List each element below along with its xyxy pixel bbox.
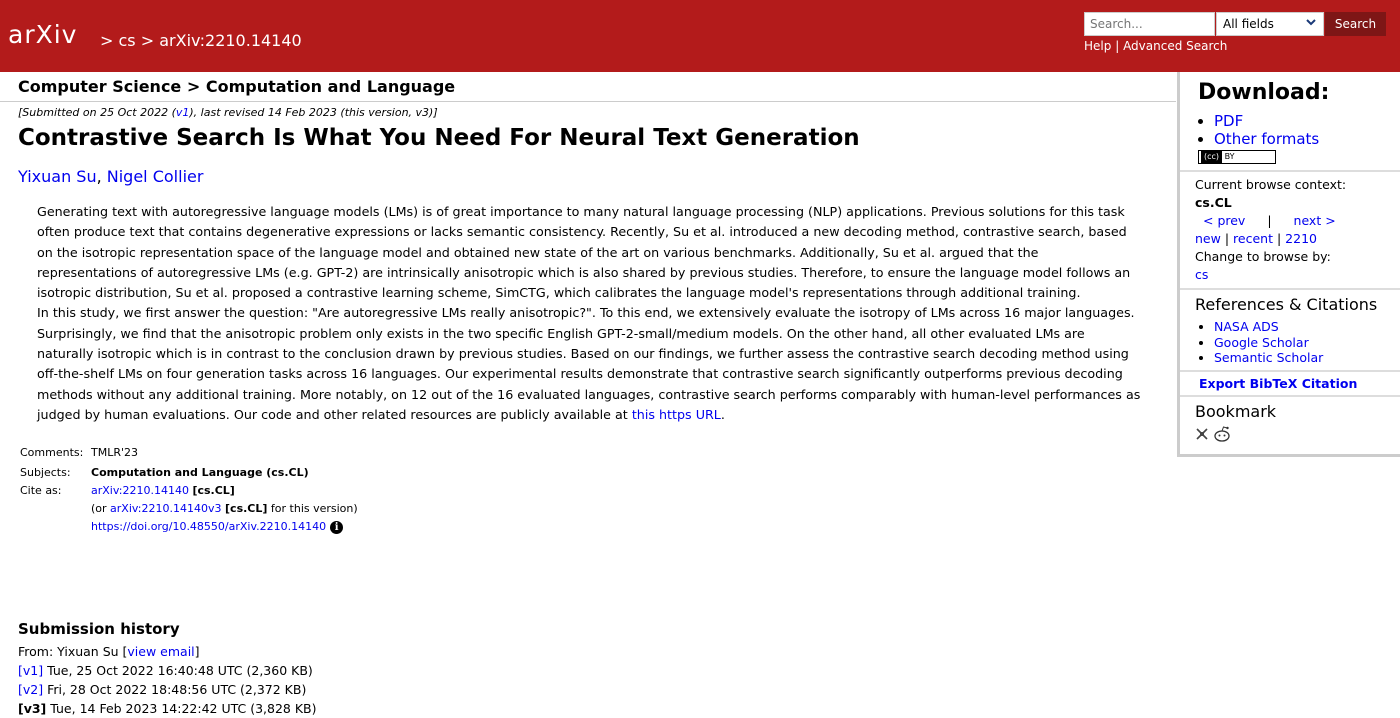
- cc-right: BY: [1224, 152, 1235, 161]
- version-current: [v3]: [18, 701, 47, 716]
- divider: [1180, 170, 1400, 172]
- breadcrumb-sep: >: [140, 31, 155, 50]
- new-link[interactable]: new: [1195, 231, 1221, 246]
- breadcrumb-cs[interactable]: cs: [118, 31, 136, 50]
- header-help-links: [1084, 39, 1227, 53]
- comments-value: TMLR'23: [91, 446, 139, 459]
- version-date: Fri, 28 Oct 2022 18:48:56 UTC (2,372 KB): [47, 682, 307, 697]
- help-sep: |: [1115, 39, 1120, 53]
- author-link[interactable]: Yixuan Su: [18, 167, 97, 186]
- from-suffix: ]: [194, 644, 200, 659]
- comments-label: Comments:: [20, 446, 84, 459]
- pdf-link[interactable]: PDF: [1214, 112, 1244, 130]
- abstract-text: In this study, we first answer the question: "Are autoregressive LMs really anisotropic?". To this end, we extensively evaluate the isotropy of LMs across 16 major languages. Surprisingly, we find that the anisotropic problem only exists in the two specific English GPT-2-small/medium models. On the other hand, all other evaluated LMs are naturally isotropic which is in contrast to the conclusion drawn by previous studies. Based on our findings, we further assess the contrastive search decoding method using off-the-shelf LMs on four generation tasks across 16 languages. Our experimental results demonstrate that contrastive search significantly outperforms previous decoding methods without any additional training. More notably, on 12 out of the 16 evaluated languages, contrastive search performs comparably with human-level performances as judged by human evaluations. Our code and other related resources are publicly available at: [37, 305, 1141, 422]
- cite-version-link[interactable]: arXiv:2210.14140v3: [110, 502, 222, 515]
- search-field-select[interactable]: [1216, 12, 1324, 36]
- history-version-row: [18, 699, 316, 718]
- abstract: [37, 202, 1142, 425]
- nasa-ads-link[interactable]: NASA ADS: [1214, 319, 1279, 334]
- reddit-icon[interactable]: [1215, 427, 1229, 441]
- search-input[interactable]: [1084, 12, 1215, 36]
- prev-link[interactable]: < prev: [1203, 213, 1246, 228]
- submitted-prefix: [Submitted on 25 Oct 2022 (: [18, 106, 176, 119]
- arxiv-logo[interactable]: arXiv: [8, 20, 78, 49]
- submission-dates: [18, 106, 438, 119]
- references-title: References & Citations: [1195, 295, 1378, 314]
- subject-heading: Computer Science > Computation and Language: [18, 77, 456, 96]
- view-email-link[interactable]: view email: [127, 644, 195, 659]
- breadcrumb-paper-id: arXiv:2210.14140: [159, 31, 302, 50]
- breadcrumb: [100, 31, 302, 50]
- breadcrumb-sep: >: [100, 31, 114, 50]
- subject-bar: [0, 72, 1176, 102]
- browse-cs-link[interactable]: cs: [1195, 267, 1209, 282]
- cc-left: (cc): [1201, 151, 1222, 163]
- browse-context: [1195, 176, 1346, 284]
- abstract-paragraph: Generating text with autoregressive language models (LMs) is of great importance to many natural language processing (NLP) applications. Previous solutions for this task often produce text that contains degenerative expressions or lacks semantic consistency. Recently, Su et al. introduced a new decoding method, contrastive search, based on the isotropic representation space of the language model and obtained new state of the art on various benchmarks. Additionally, Su et al. argued that the representations of autoregressive LMs (e.g. GPT-2) are intrinsically anisotropic which is also shared by previous studies. Therefore, to ensure the language model follows an isotropic distribution, Su et al. proposed a contrastive learning scheme, SimCTG, which calibrates the language model's representations through additional training.: [37, 204, 1131, 301]
- abstract-paragraph: [37, 303, 1142, 425]
- divider: [1180, 288, 1400, 290]
- doi-link[interactable]: https://doi.org/10.48550/arXiv.2210.14140: [91, 520, 327, 533]
- cc-license-badge[interactable]: [1198, 150, 1276, 164]
- advanced-search-link[interactable]: Advanced Search: [1123, 39, 1228, 53]
- month-link[interactable]: 2210: [1285, 231, 1317, 246]
- context-label: Current browse context:: [1195, 177, 1347, 192]
- history-version-row: [18, 680, 316, 699]
- references-list: [1200, 319, 1323, 366]
- version-link[interactable]: [v1]: [18, 663, 44, 678]
- divider: [1180, 370, 1400, 372]
- abstract-end: .: [720, 406, 725, 422]
- authors: Yixuan Su, Nigel Collier: [18, 167, 204, 186]
- cite-label: Cite as:: [20, 484, 62, 497]
- from-prefix: From: Yixuan Su [: [18, 644, 128, 659]
- nav-sep: |: [1224, 231, 1230, 246]
- next-link[interactable]: next >: [1293, 213, 1336, 228]
- version-date: Tue, 14 Feb 2023 14:22:42 UTC (3,828 KB): [50, 701, 317, 716]
- subjects-value: Computation and Language (cs.CL): [91, 466, 309, 479]
- download-item: [1214, 112, 1319, 130]
- recent-link[interactable]: recent: [1233, 231, 1273, 246]
- site-header: [0, 0, 1400, 72]
- history-from: [18, 642, 316, 661]
- search-button[interactable]: Search: [1325, 12, 1386, 36]
- download-item: [1214, 130, 1319, 148]
- or-suffix: for this version): [270, 502, 358, 515]
- history-version-row: [18, 661, 316, 680]
- context-list-links: [1195, 230, 1346, 248]
- paper-title: Contrastive Search Is What You Need For Neural Text Generation: [18, 125, 860, 151]
- reference-item: [1214, 335, 1323, 351]
- help-link[interactable]: Help: [1084, 39, 1112, 53]
- search-field-value: All fields: [1223, 17, 1274, 31]
- reference-item: [1214, 350, 1323, 366]
- divider: [1180, 395, 1400, 397]
- nav-sep: |: [1267, 213, 1272, 228]
- cite-id-link[interactable]: arXiv:2210.14140: [91, 484, 189, 497]
- bookmark-icons: [1195, 426, 1235, 442]
- cite-version-category: [cs.CL]: [225, 502, 268, 515]
- export-bibtex-link[interactable]: Export BibTeX Citation: [1199, 376, 1358, 391]
- subjects-label: Subjects:: [20, 466, 71, 479]
- chevron-down-icon: [1305, 16, 1317, 28]
- v1-link[interactable]: v1: [175, 106, 190, 119]
- bookmark-title: Bookmark: [1195, 402, 1277, 421]
- or-prefix: (or: [91, 502, 107, 515]
- context-nav: [1195, 212, 1346, 230]
- semantic-scholar-link[interactable]: Semantic Scholar: [1214, 350, 1324, 365]
- history-title: Submission history: [18, 620, 180, 638]
- context-value: cs.CL: [1195, 195, 1232, 210]
- change-label: Change to browse by:: [1195, 249, 1331, 264]
- download-title: Download:: [1198, 80, 1330, 105]
- other-formats-link[interactable]: Other formats: [1214, 130, 1320, 148]
- google-scholar-link[interactable]: Google Scholar: [1214, 334, 1309, 350]
- submitted-suffix: ), last revised 14 Feb 2023 (this version, v3)]: [189, 106, 438, 119]
- version-date: Tue, 25 Oct 2022 16:40:48 UTC (2,360 KB): [47, 663, 313, 678]
- nav-sep: |: [1276, 231, 1282, 246]
- sidebar: [1177, 72, 1400, 457]
- cite-category: [cs.CL]: [192, 484, 235, 497]
- bibsonomy-icon[interactable]: [1197, 429, 1207, 439]
- author-link[interactable]: Nigel Collier: [106, 167, 204, 186]
- code-url-link[interactable]: this https URL: [631, 406, 721, 422]
- reference-item: [1214, 319, 1323, 335]
- submission-history: [18, 620, 316, 718]
- info-icon[interactable]: i: [330, 521, 343, 534]
- download-list: [1200, 112, 1319, 148]
- version-link[interactable]: [v2]: [18, 682, 44, 697]
